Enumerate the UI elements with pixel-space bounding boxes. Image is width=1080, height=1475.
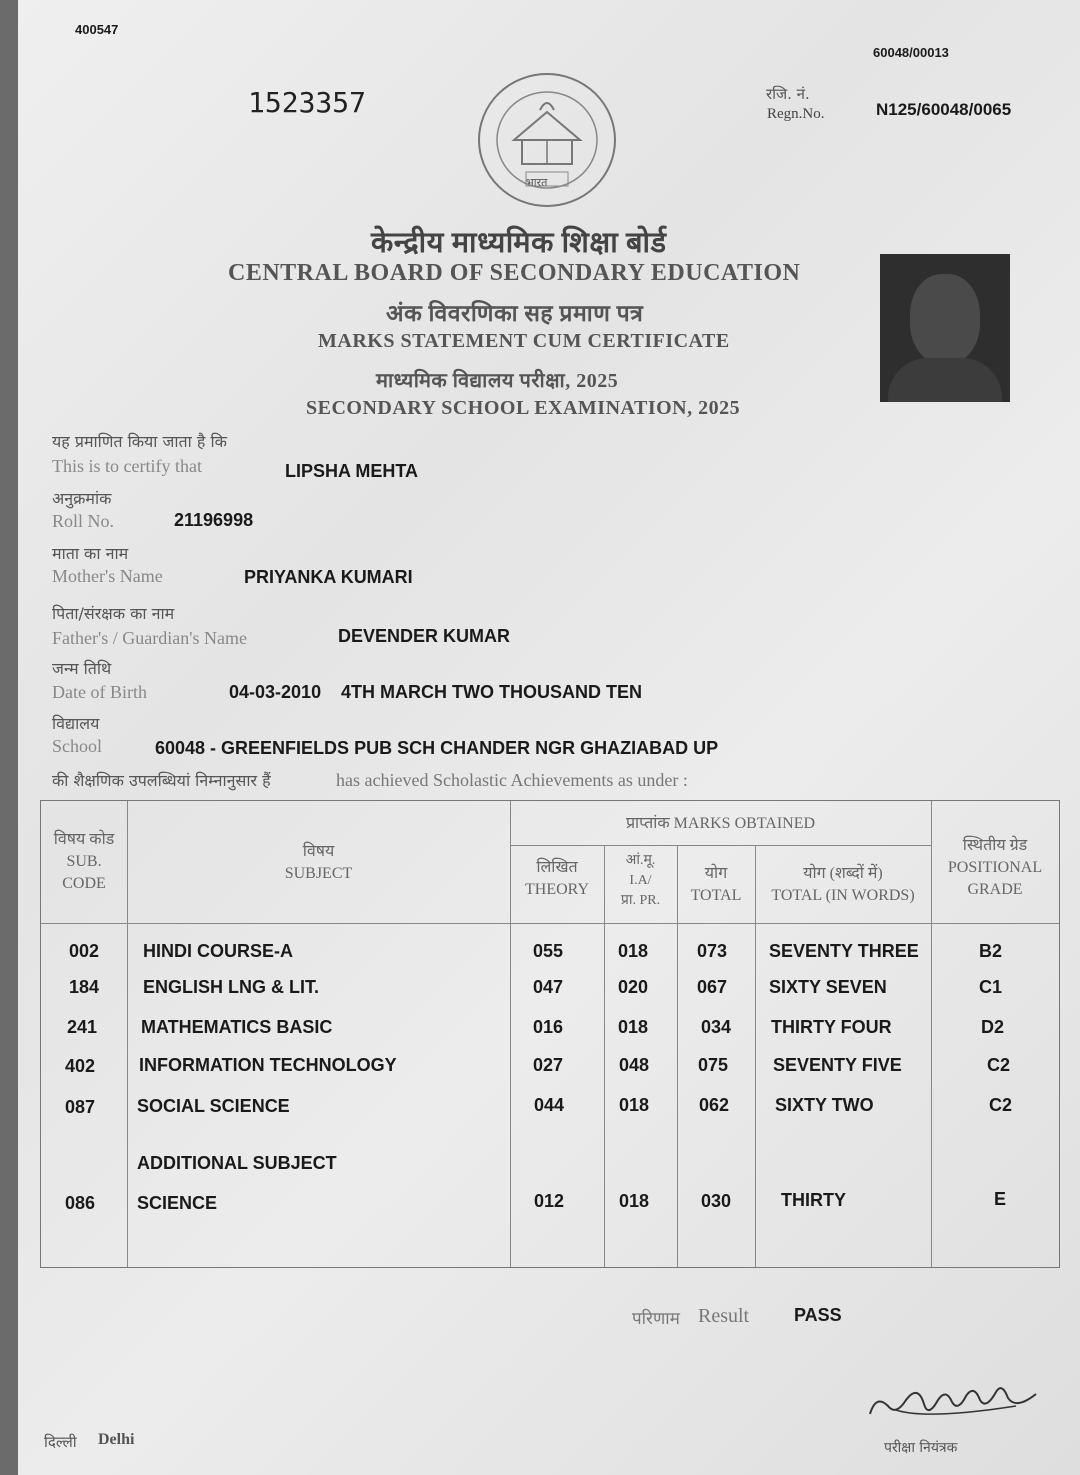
place: Delhi	[98, 1431, 135, 1448]
result-label-hindi: परिणाम	[632, 1309, 680, 1329]
seal-country: भारत	[526, 176, 548, 189]
school-name: 60048 - GREENFIELDS PUB SCH CHANDER NGR GHAZIABAD UP	[155, 738, 719, 758]
row-ia: 018	[619, 1191, 650, 1211]
document-title-hindi: अंक विवरणिका सह प्रमाण पत्र	[386, 301, 644, 326]
row-ia: 018	[619, 1095, 650, 1115]
row-total: 034	[701, 1017, 732, 1037]
row-grade: D2	[981, 1017, 1005, 1037]
row-subject: MATHEMATICS BASIC	[141, 1017, 333, 1037]
row-subject: HINDI COURSE-A	[143, 941, 294, 961]
row-subject: SCIENCE	[137, 1193, 218, 1213]
place-hindi: दिल्ली	[44, 1433, 77, 1451]
row-code: 087	[65, 1097, 96, 1117]
row-subject: ENGLISH LNG & LIT.	[143, 977, 320, 997]
school-label: School	[52, 736, 103, 756]
school-reference: 60048/00013	[873, 45, 949, 60]
father-name: DEVENDER KUMAR	[338, 626, 511, 646]
header-subject-hindi: विषय	[302, 843, 335, 860]
header-ia: I.A/	[629, 873, 652, 888]
header-grade-positional: POSITIONAL	[947, 859, 1043, 876]
row-words: THIRTY FOUR	[771, 1017, 892, 1037]
regn-number: N125/60048/0065	[876, 100, 1012, 119]
board-name: CENTRAL BOARD OF SECONDARY EDUCATION	[228, 260, 801, 286]
row-code: 002	[69, 941, 100, 961]
roll-label: Roll No.	[52, 511, 115, 531]
row-theory: 012	[534, 1191, 565, 1211]
row-theory: 055	[533, 941, 564, 961]
achievements-label-hindi: की शैक्षणिक उपलब्धियां निम्नानुसार हैं	[52, 771, 271, 790]
header-practical: प्रा. PR.	[620, 893, 661, 908]
mother-name: PRIYANKA KUMARI	[244, 567, 413, 587]
exam-title: SECONDARY SCHOOL EXAMINATION, 2025	[306, 397, 741, 419]
serial-number: 400547	[75, 22, 119, 37]
school-label-hindi: विद्यालय	[52, 714, 100, 733]
mother-label: Mother's Name	[52, 566, 163, 586]
row-code: 402	[65, 1056, 96, 1076]
row-grade: C2	[987, 1055, 1011, 1075]
row-total: 075	[698, 1055, 729, 1075]
row-total: 067	[697, 977, 728, 997]
row-subject: INFORMATION TECHNOLOGY	[139, 1055, 397, 1075]
controller-signature	[866, 1370, 1046, 1430]
controller-label-hindi: परीक्षा नियंत्रक	[884, 1440, 958, 1456]
header-grade-hindi: स्थितीय ग्रेड	[962, 837, 1028, 854]
header-grade: GRADE	[967, 881, 1023, 898]
row-theory: 047	[533, 977, 564, 997]
row-ia: 018	[618, 941, 649, 961]
result-value: PASS	[794, 1305, 842, 1325]
row-code: 184	[69, 977, 100, 997]
board-name-hindi: केन्द्रीय माध्यमिक शिक्षा बोर्ड	[371, 227, 667, 259]
header-theory-hindi: लिखित	[536, 859, 578, 876]
row-grade: C2	[989, 1095, 1013, 1115]
date-of-birth: 04-03-2010	[229, 682, 322, 702]
document-title: MARKS STATEMENT CUM CERTIFICATE	[318, 330, 730, 352]
header-code: CODE	[62, 875, 106, 892]
dob-label: Date of Birth	[52, 682, 147, 702]
row-code: 086	[65, 1193, 96, 1213]
header-words-hindi: योग (शब्दों में)	[803, 865, 883, 882]
row-words: THIRTY	[781, 1190, 846, 1210]
header-ia-hindi: आं.मू.	[625, 853, 656, 868]
header-total: TOTAL	[690, 887, 742, 904]
exam-title-hindi: माध्यमिक विद्यालय परीक्षा, 2025	[376, 370, 619, 392]
header-code-hindi: विषय कोड	[53, 831, 115, 848]
row-subject: SOCIAL SCIENCE	[137, 1096, 290, 1116]
row-total: 030	[701, 1191, 732, 1211]
marks-certificate	[18, 0, 1080, 1475]
row-total: 073	[697, 941, 728, 961]
row-code: 241	[67, 1017, 98, 1037]
student-name: LIPSHA MEHTA	[285, 461, 418, 481]
father-label-hindi: पिता/संरक्षक का नाम	[52, 604, 175, 623]
row-ia: 018	[618, 1017, 649, 1037]
header-theory: THEORY	[525, 881, 589, 898]
row-words: SEVENTY FIVE	[773, 1055, 902, 1075]
header-subject: SUBJECT	[284, 865, 353, 882]
dob-label-hindi: जन्म तिथि	[52, 659, 112, 678]
row-ia: 020	[618, 977, 649, 997]
result-label: Result	[698, 1305, 750, 1327]
row-theory: 016	[533, 1017, 564, 1037]
father-label: Father's / Guardian's Name	[52, 628, 247, 648]
row-total: 062	[699, 1095, 730, 1115]
row-grade: C1	[979, 977, 1003, 997]
row-grade: E	[994, 1189, 1007, 1209]
row-words: SEVENTY THREE	[769, 941, 919, 961]
row-words: SIXTY TWO	[775, 1095, 874, 1115]
additional-subject-label: ADDITIONAL SUBJECT	[137, 1153, 337, 1173]
regn-label: Regn.No.	[767, 106, 825, 122]
row-grade: B2	[979, 941, 1003, 961]
certify-label: This is to certify that	[52, 456, 202, 476]
roll-number: 21196998	[174, 510, 254, 530]
row-words: SIXTY SEVEN	[769, 977, 887, 997]
marks-table	[40, 800, 1060, 1268]
regn-label-hindi: रजि. नं.	[766, 85, 810, 103]
mother-label-hindi: माता का नाम	[52, 544, 129, 563]
row-theory: 044	[534, 1095, 565, 1115]
row-ia: 048	[619, 1055, 650, 1075]
certify-label-hindi: यह प्रमाणित किया जाता है कि	[52, 432, 227, 451]
header-marks: MARKS OBTAINED	[673, 815, 816, 832]
achievements-label: has achieved Scholastic Achievements as under :	[336, 770, 688, 790]
roll-label-hindi: अनुक्रमांक	[52, 489, 112, 508]
header-words: TOTAL (IN WORDS)	[771, 887, 915, 904]
header-marks-hindi: प्राप्तांक	[625, 815, 670, 832]
date-of-birth-words: 4TH MARCH TWO THOUSAND TEN	[341, 682, 642, 702]
certificate-number: 1523357	[248, 86, 367, 119]
row-theory: 027	[533, 1055, 564, 1075]
header-code-sub: SUB.	[66, 853, 102, 870]
student-photo	[880, 254, 1010, 402]
header-total-hindi: योग	[704, 865, 728, 882]
